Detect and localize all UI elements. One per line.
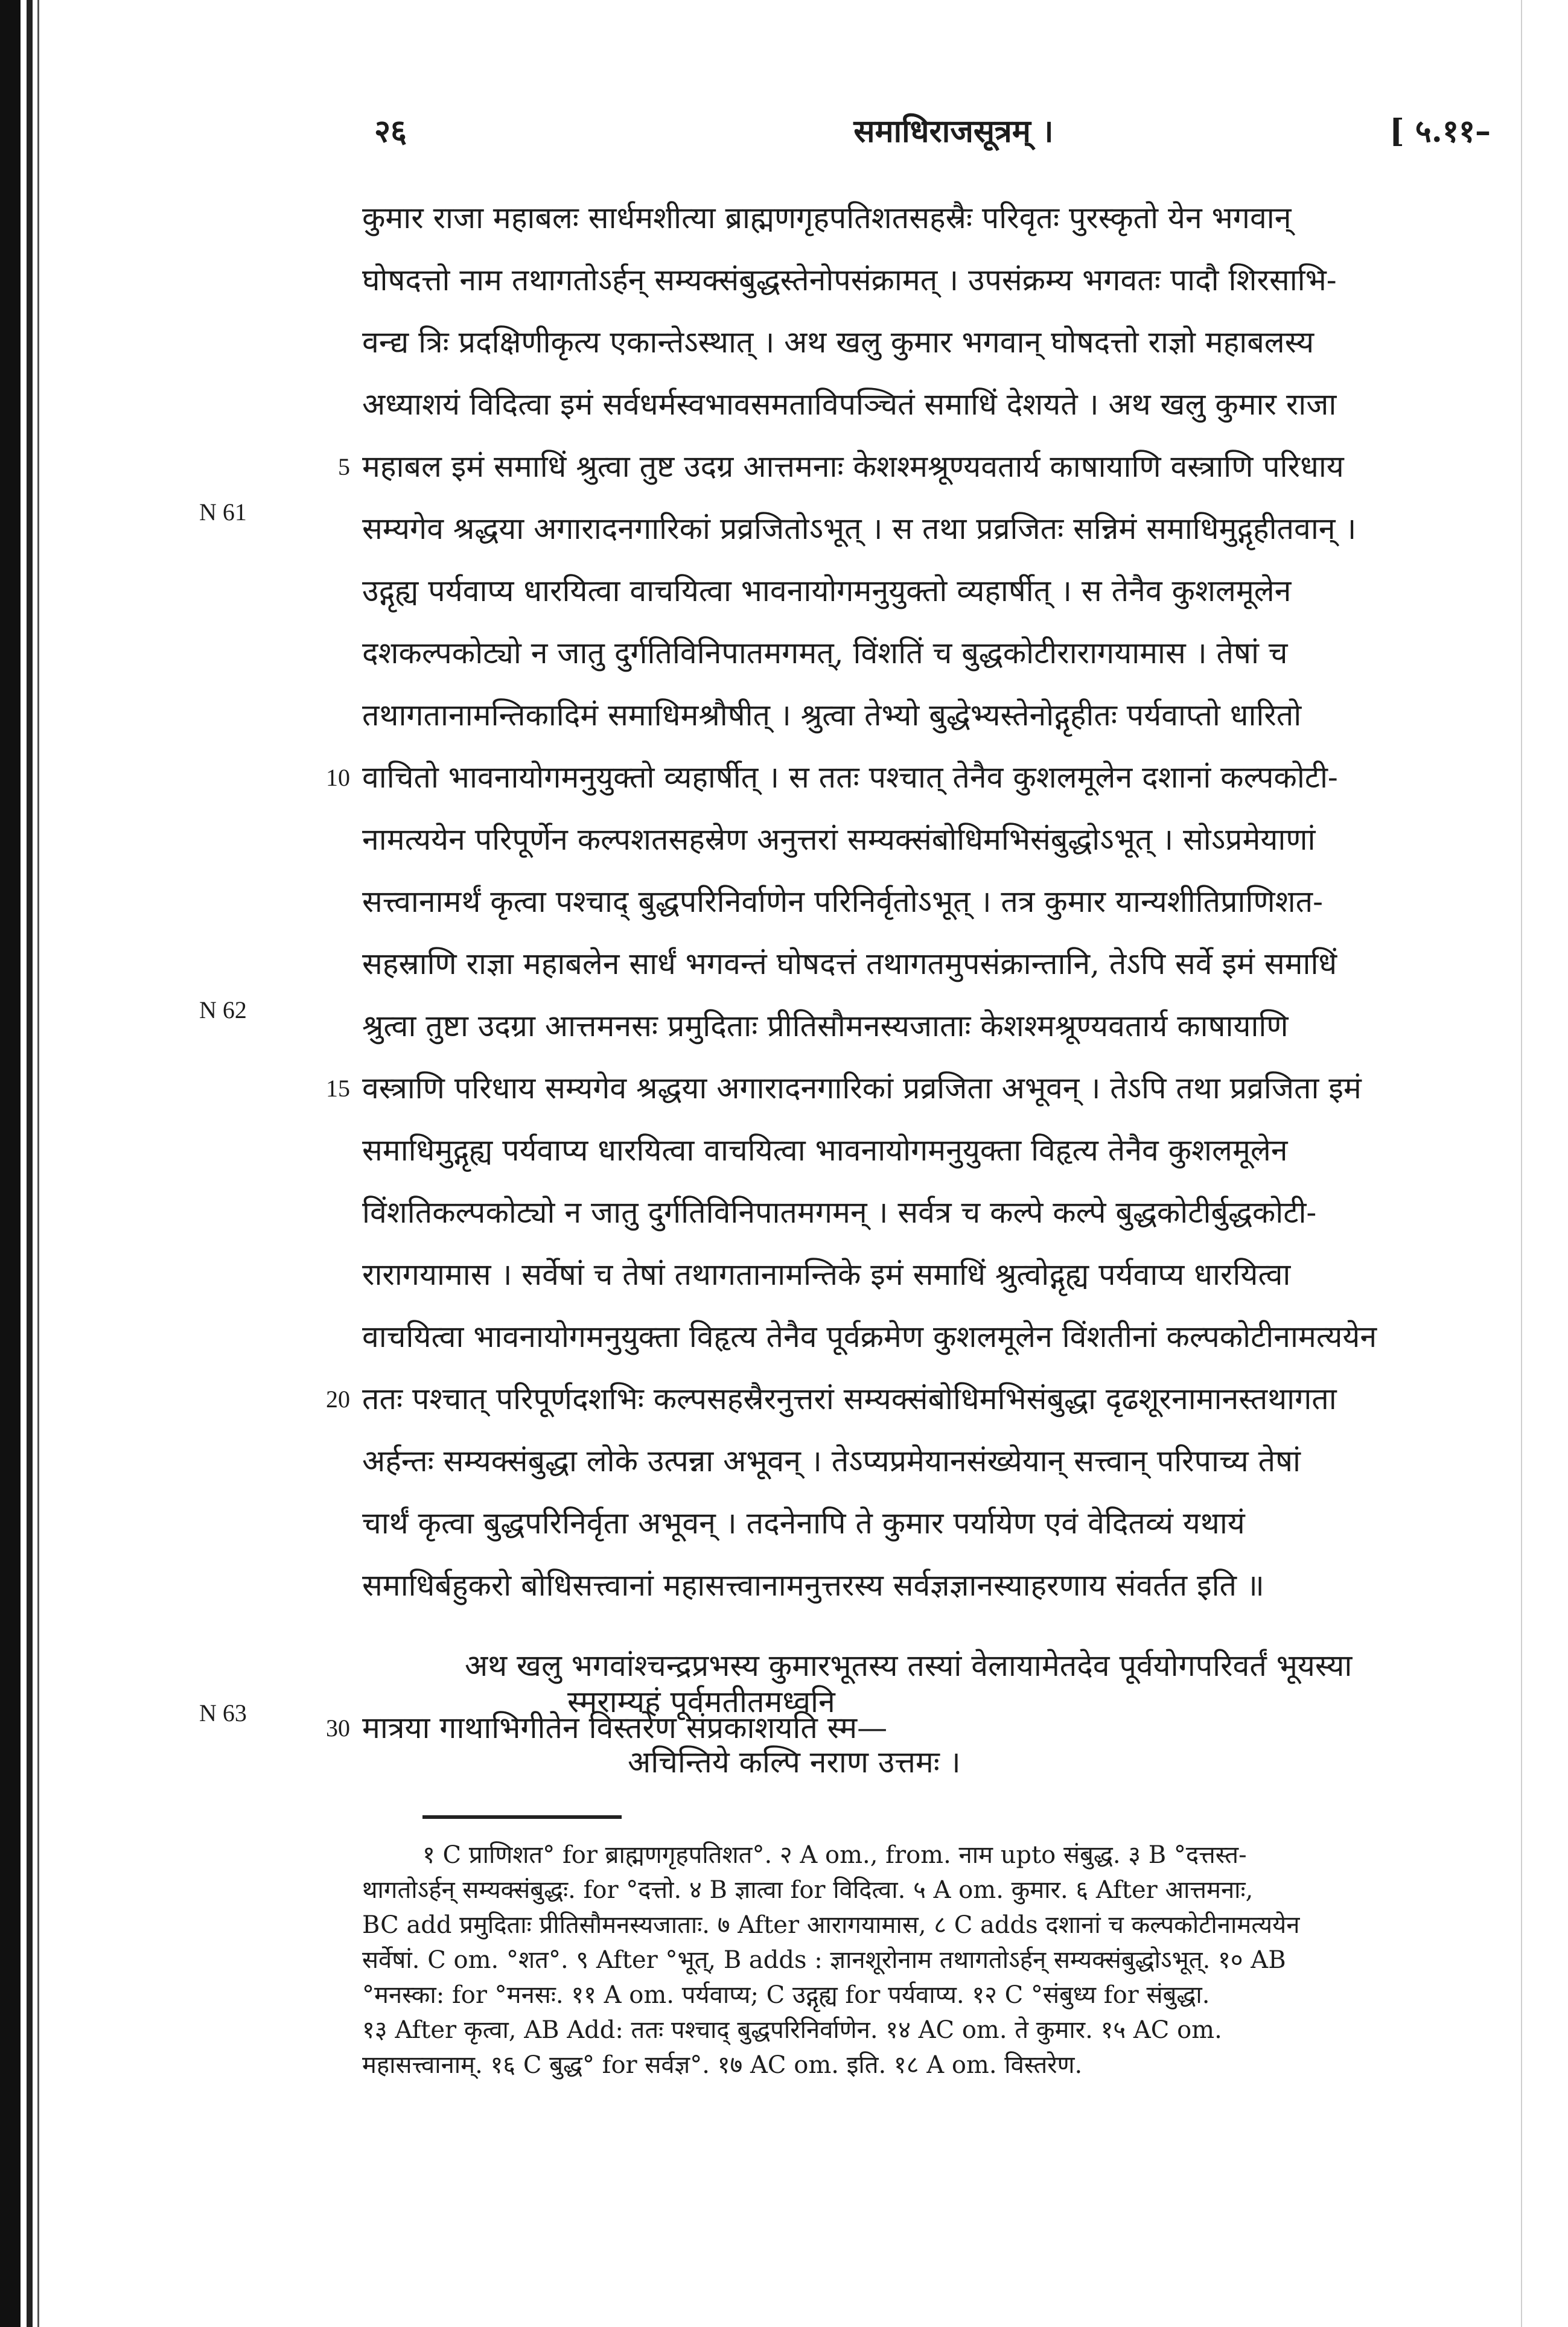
- line-text: तथागतानामन्तिकादिमं समाधिमश्रौषीत् । श्रुत्वा तेभ्यो बुद्धेभ्यस्तेनोद्गृहीतः पर्यवाप्तो धारितो: [362, 698, 1302, 733]
- line-text: अध्याशयं विदित्वा इमं सर्वधर्मस्वभावसमताविपञ्चितं समाधिं देशयते । अथ खलु कुमार राजा: [362, 387, 1337, 422]
- line-number: 20: [326, 1386, 350, 1413]
- page-number: २६: [374, 113, 407, 150]
- text-line: [326, 1368, 1497, 1430]
- verse-line: स्मराम्यहं पूर्वमतीतमध्वनि: [567, 1684, 835, 1719]
- text-line: [362, 871, 1497, 933]
- line-text: सहस्राणि राज्ञा महाबलेन सार्धं भगवन्तं घोषदत्तं तथागतमुपसंक्रान्तानि, तेऽपि सर्वे इमं समाधिं: [362, 946, 1337, 981]
- footnote-line: थागतोऽर्हन् सम्यक्संबुद्धः. for °दत्तो. ४ B ज्ञात्वा for विदित्वा. ५ A om. कुमार. ६ After आत्तमनाः,: [362, 1876, 1254, 1904]
- footnote-line: १ C प्राणिशत° for ब्राह्मणगृहपतिशत°. २ A om., from. नाम upto संबुद्ध. ३ B °दत्तस्त-: [422, 1841, 1247, 1869]
- line-text: दशकल्पकोट्यो न जातु दुर्गतिविनिपातमगमत्, विंशतिं च बुद्धकोटीरारागयामास । तेषां च: [362, 635, 1288, 670]
- binding-line: [37, 0, 39, 2327]
- text-line: [362, 995, 1497, 1057]
- text-line: [362, 249, 1497, 311]
- line-text: सत्त्वानामर्थं कृत्वा पश्चाद् बुद्धपरिनिर्वाणेन परिनिर्वृतोऽभूत् । तत्र कुमार यान्यशीतिप्राणिशत-: [362, 884, 1323, 919]
- line-text: अथ खलु भगवांश्चन्द्रप्रभस्य कुमारभूतस्य तस्यां वेलायामेतदेव पूर्वयोगपरिवर्तं भूयस्या: [465, 1648, 1353, 1683]
- text-line: [326, 1057, 1497, 1119]
- text-line: [362, 1119, 1497, 1182]
- line-text: महाबल इमं समाधिं श्रुत्वा तुष्ट उदग्र आत्तमनाः केशश्मश्रूण्यवतार्य काषायाणि वस्त्राणि परिधाय: [362, 449, 1344, 484]
- verse-block: [362, 1672, 1497, 1792]
- text-line: [362, 498, 1497, 560]
- main-text: [326, 187, 1497, 1759]
- text-line: [338, 436, 1497, 498]
- line-text: नामत्ययेन परिपूर्णेन कल्पशतसहस्रेण अनुत्तरां सम्यक्संबोधिमभिसंबुद्धोऽभूत् । सोऽप्रमेयाणां: [362, 822, 1316, 857]
- footnote-line: १३ After कृत्वा, AB Add: ततः पश्चाद् बुद्धपरिनिर्वाणेन. १४ AC om. ते कुमार. १५ AC om.: [362, 2016, 1222, 2044]
- line-text: श्रुत्वा तुष्टा उदग्रा आत्तमनसः प्रमुदिताः प्रीतिसौमनस्यजाताः केशश्मश्रूण्यवतार्य काषायाणि: [362, 1008, 1289, 1043]
- text-line: [362, 1306, 1497, 1368]
- line-text: घोषदत्तो नाम तथागतोऽर्हन् सम्यक्संबुद्धस्तेनोपसंक्रामत् । उपसंक्रम्य भगवतः पादौ शिरसाभि-: [362, 263, 1337, 298]
- footnotes: [362, 1838, 1497, 2083]
- text-line: [362, 622, 1497, 684]
- line-text: वस्त्राणि परिधाय सम्यगेव श्रद्धया अगारादनगारिकां प्रव्रजिता अभूवन् । तेऽपि तथा प्रव्रजिता इमं: [362, 1071, 1362, 1106]
- text-line: [362, 1492, 1497, 1555]
- page-header: [362, 109, 1545, 157]
- footnote-line: सर्वेषां. C om. °शत°. ९ After °भूत्, B adds : ज्ञानशूरोनाम तथागतोऽर्हन् सम्यक्संबुद्धोऽभूत्. १० AB: [362, 1946, 1286, 1974]
- line-text: मात्रया गाथाभिगीतेन विस्तरेण संप्रकाशयति स्म—: [362, 1710, 888, 1745]
- verse-line: अचिन्तिये कल्पि नराण उत्तमः ।: [628, 1745, 961, 1780]
- text-line: [362, 187, 1497, 249]
- line-number: 10: [326, 764, 350, 791]
- line-text: कुमार राजा महाबलः सार्धमशीत्या ब्राह्मणगृहपतिशतसहस्रैः परिवृतः पुरस्कृतो येन भगवान्: [362, 200, 1292, 235]
- line-text: चार्थं कृत्वा बुद्धपरिनिर्वृता अभूवन् । तदनेनापि ते कुमार पर्यायेण एवं वेदितव्यं यथायं: [362, 1506, 1245, 1541]
- footnote-line: BC add प्रमुदिताः प्रीतिसौमनस्यजाताः. ७ After आरागयामास, ८ C adds दशानां च कल्पकोटीनामत्ययेन: [362, 1911, 1300, 1939]
- text-line: [362, 560, 1497, 622]
- line-number: 5: [338, 453, 350, 480]
- line-text: रारागयामास । सर्वेषां च तेषां तथागतानामन्तिके इमं समाधिं श्रुत्वोद्गृह्य पर्यवाप्य धारयित्वा: [362, 1257, 1291, 1292]
- line-text: ततः पश्चात् परिपूर्णदशभिः कल्पसहस्रैरनुत्तरां सम्यक्संबोधिमभिसंबुद्धा दृढशूरनामानस्तथागता: [362, 1381, 1337, 1416]
- binding-edge: [0, 0, 21, 2327]
- text-line: [362, 311, 1497, 374]
- text-line: [362, 374, 1497, 436]
- text-line: [362, 1182, 1497, 1244]
- text-line: [362, 933, 1497, 995]
- page-title: समाधिराजसूत्रम् ।: [853, 113, 1054, 150]
- margin-note-n63: N 63: [199, 1699, 247, 1727]
- text-line: [362, 809, 1497, 871]
- binding-shadow: [27, 0, 33, 2327]
- line-text: उद्गृह्य पर्यवाप्य धारयित्वा वाचयित्वा भावनायोगमनुयुक्तो व्यहार्षीत् । स तेनैव कुशलमूलेन: [362, 573, 1292, 608]
- footnote-line: महासत्त्वानाम्. १६ C बुद्ध° for सर्वज्ञ°. १७ AC om. इति. १८ A om. विस्तरेण.: [362, 2051, 1083, 2079]
- footnote-line: °मनस्का: for °मनसः. ११ A om. पर्यवाप्य; C उद्गृह्य for पर्यवाप्य. १२ C °संबुध्य for संबुद्धा.: [362, 1981, 1210, 2009]
- line-text: समाधिर्बहुकरो बोधिसत्त्वानां महासत्त्वानामनुत्तरस्य सर्वज्ञज्ञानस्याहरणाय संवर्तत इति ॥: [362, 1568, 1264, 1603]
- line-number: 30: [326, 1714, 350, 1742]
- line-text: वाचयित्वा भावनायोगमनुयुक्ता विहृत्य तेनैव पूर्वक्रमेण कुशलमूलेन विंशतीनां कल्पकोटीनामत्ययेन: [362, 1319, 1377, 1354]
- text-line: [362, 1555, 1497, 1617]
- text-line: [326, 746, 1497, 809]
- text-line: [362, 1244, 1497, 1306]
- line-text: विंशतिकल्पकोट्यो न जातु दुर्गतिविनिपातमगमन् । सर्वत्र च कल्पे कल्पे बुद्धकोटीर्बुद्धकोटी-: [362, 1195, 1317, 1230]
- line-text: अर्हन्तः सम्यक्संबुद्धा लोके उत्पन्ना अभूवन् । तेऽप्यप्रमेयानसंख्येयान् सत्त्वान् परिपाच्य तेषां: [362, 1444, 1301, 1479]
- text-line: [362, 684, 1497, 746]
- line-text: वाचितो भावनायोगमनुयुक्तो व्यहार्षीत् । स ततः पश्चात् तेनैव कुशलमूलेन दशानां कल्पकोटी-: [362, 760, 1338, 795]
- line-text: वन्द्य त्रिः प्रदक्षिणीकृत्य एकान्तेऽस्थात् । अथ खलु कुमार भगवान् घोषदत्तो राज्ञो महाबलस्य: [362, 325, 1315, 360]
- footnote-rule: [422, 1815, 622, 1819]
- line-number: 15: [326, 1075, 350, 1102]
- margin-note-n61: N 61: [199, 498, 247, 526]
- margin-note-n62: N 62: [199, 996, 247, 1023]
- line-text: सम्यगेव श्रद्धया अगारादनगारिकां प्रव्रजितोऽभूत् । स तथा प्रव्रजितः सन्निमं समाधिमुद्गृहीतवान् ।: [362, 511, 1357, 546]
- text-line: [362, 1430, 1497, 1492]
- page-edge: [1521, 0, 1522, 2327]
- section-reference: [ ५.११–: [1389, 113, 1491, 150]
- line-text: समाधिमुद्गृह्य पर्यवाप्य धारयित्वा वाचयित्वा भावनायोगमनुयुक्ता विहृत्य तेनैव कुशलमूलेन: [362, 1133, 1288, 1168]
